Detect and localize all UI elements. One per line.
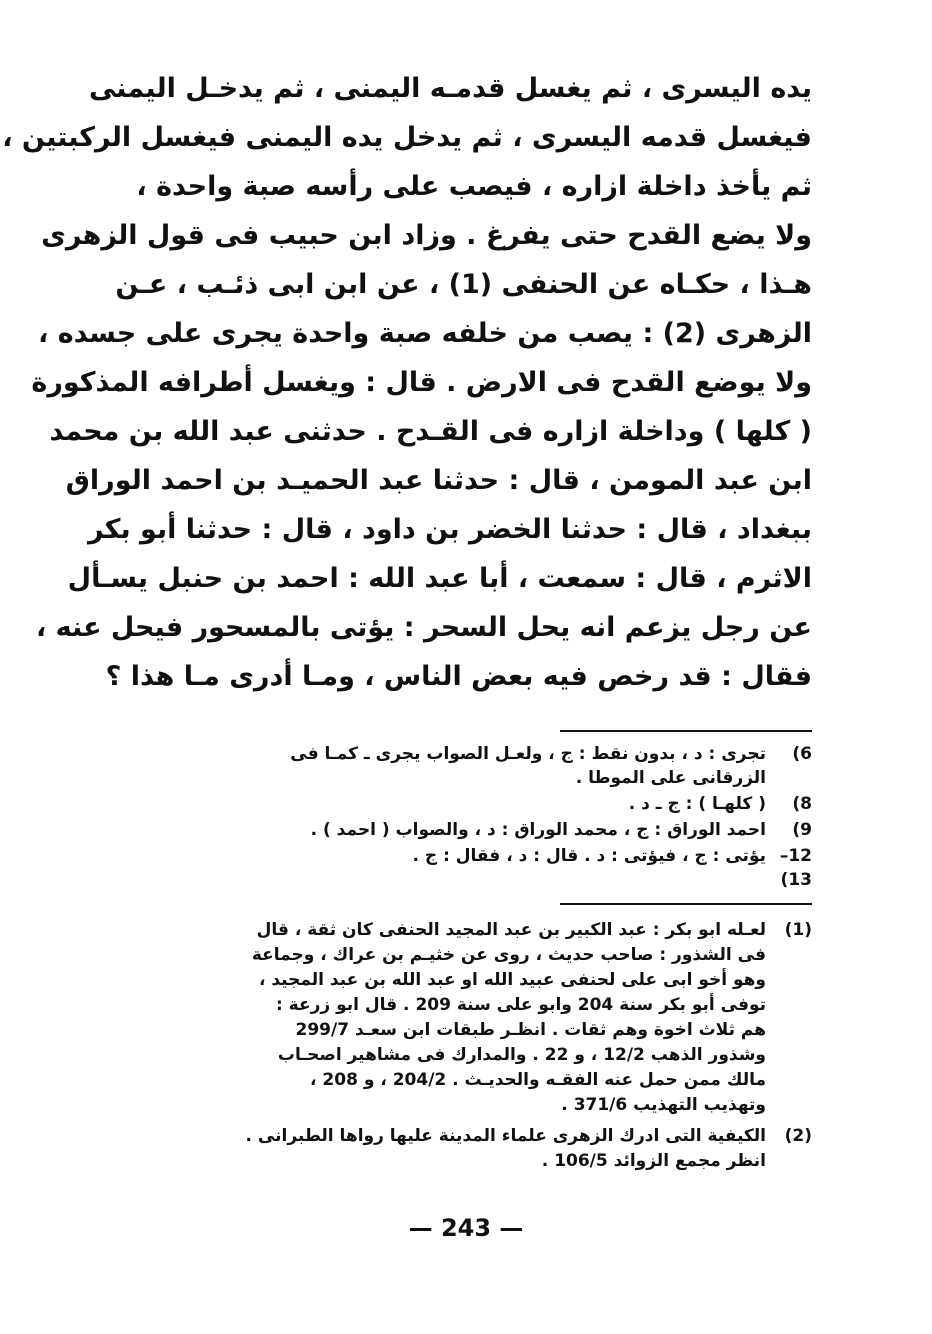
footnote-line: وشذور الذهب 12/2 ، و 22 . والمدارك فى مشاهير اصحـاب [277, 1045, 766, 1065]
text-line: عن رجل يزعم انه يحل السحر : يؤتى بالمسحور فيحل عنه ، [36, 612, 812, 643]
text-line: الاثرم ، قال : سمعت ، أبا عبد الله : احمد بن حنبل يسـأل [67, 563, 812, 594]
footnote-line: وهو أخو ابى على لحنفى عبيد الله او عبد الله بن عبد المجيد ، [259, 970, 766, 990]
note-text [150, 818, 766, 842]
text-line: يده اليسرى ، ثم يغسل قدمـه اليمنى ، ثم يدخـل اليمنى [88, 73, 812, 104]
variant-notes-divider [560, 730, 812, 732]
text-line: ولا يضع القدح حتى يفرغ . وزاد ابن حبيب فى قول الزهرى [41, 220, 812, 251]
text-line: فقال : قد رخص فيه بعض الناس ، ومـا أدرى مـا هذا ؟ [105, 661, 812, 692]
footnote-line: مالك ممن حمل عنه الفقـه والحديـث . 204/2 ، و 208 ، [310, 1070, 766, 1090]
footnote-line: لعـله ابو بكر : عبد الكبير بن عبد المجيد الحنفى كان ثقة ، قال [256, 920, 766, 940]
footnote-line: هم ثلاث اخوة وهم ثقات . انظـر طبقات ابن سعـد 299/7 [295, 1020, 766, 1040]
footnote [150, 1124, 812, 1174]
variant-notes [150, 742, 812, 894]
footnote-text [150, 918, 766, 1118]
footnote-line: فى الشذور : صاحب حديث ، روى عن خثيـم بن عراك ، وجماعة [251, 945, 766, 965]
footnote-line: انظر مجمع الزوائد 106/5 . [541, 1151, 766, 1171]
footnote-text [150, 1124, 766, 1174]
text-line: فيغسل قدمه اليسرى ، ثم يدخل يده اليمنى فيغسل الركبتين ، [2, 122, 812, 153]
variant-note [150, 818, 812, 842]
footnote [150, 918, 812, 1118]
footnotes [150, 918, 812, 1180]
note-line: الزرقانى على الموطا . [575, 768, 766, 788]
footnote-number: (1) [784, 920, 812, 940]
text-line: ثم يأخذ داخلة ازاره ، فيصب على رأسه صبة واحدة ، [136, 171, 812, 202]
footnote-line: الكيفية التى ادرك الزهرى علماء المدينة عليها رواها الطبرانى . [245, 1126, 766, 1146]
note-number: 8) [792, 794, 812, 814]
note-number: 9) [792, 820, 812, 840]
note-text [150, 742, 766, 790]
text-line: ( كلها ) وداخلة ازاره فى القـدح . حدثنى عبد الله بن محمد [49, 416, 812, 447]
variant-note [150, 844, 812, 892]
variant-note [150, 792, 812, 816]
note-number: 12–13) [779, 846, 812, 890]
variant-note [150, 742, 812, 790]
note-text [150, 844, 766, 892]
footnote-line: توفى أبو بكر سنة 204 وابو على سنة 209 . قال ابو زرعة : [275, 995, 766, 1015]
note-line: احمد الوراق : ج ، محمد الوراق : د ، والصواب ( احمد ) . [310, 820, 766, 840]
note-number: 6) [792, 744, 812, 764]
footnote-line: وتهذيب التهذيب 371/6 . [561, 1095, 766, 1115]
page-number: — 243 — [408, 1214, 524, 1242]
note-text [150, 792, 766, 816]
note-line: يؤتى : ج ، فيؤتى : د . قال : د ، فقال : ج . [412, 846, 766, 866]
main-text [2, 64, 812, 701]
note-line: ( كلهـا ) : ج ـ د . [628, 794, 766, 814]
text-line: هـذا ، حكـاه عن الحنفى (1) ، عن ابن ابى ذئـب ، عـن [115, 269, 812, 300]
text-line: ابن عبد المومن ، قال : حدثنا عبد الحميـد بن احمد الوراق [65, 465, 812, 496]
note-line: تجرى : د ، بدون نقط : ج ، ولعـل الصواب يجرى ـ كمـا فى [290, 744, 766, 764]
text-line: ببغداد ، قال : حدثنا الخضر بن داود ، قال : حدثنا أبو بكر [87, 514, 812, 545]
footnote-number: (2) [784, 1126, 812, 1146]
text-line: ولا يوضع القدح فى الارض . قال : ويغسل أطرافه المذكورة [31, 367, 812, 398]
text-line: الزهرى (2) : يصب من خلفه صبة واحدة يجرى على جسده ، [38, 318, 812, 349]
footnotes-divider [560, 903, 812, 905]
